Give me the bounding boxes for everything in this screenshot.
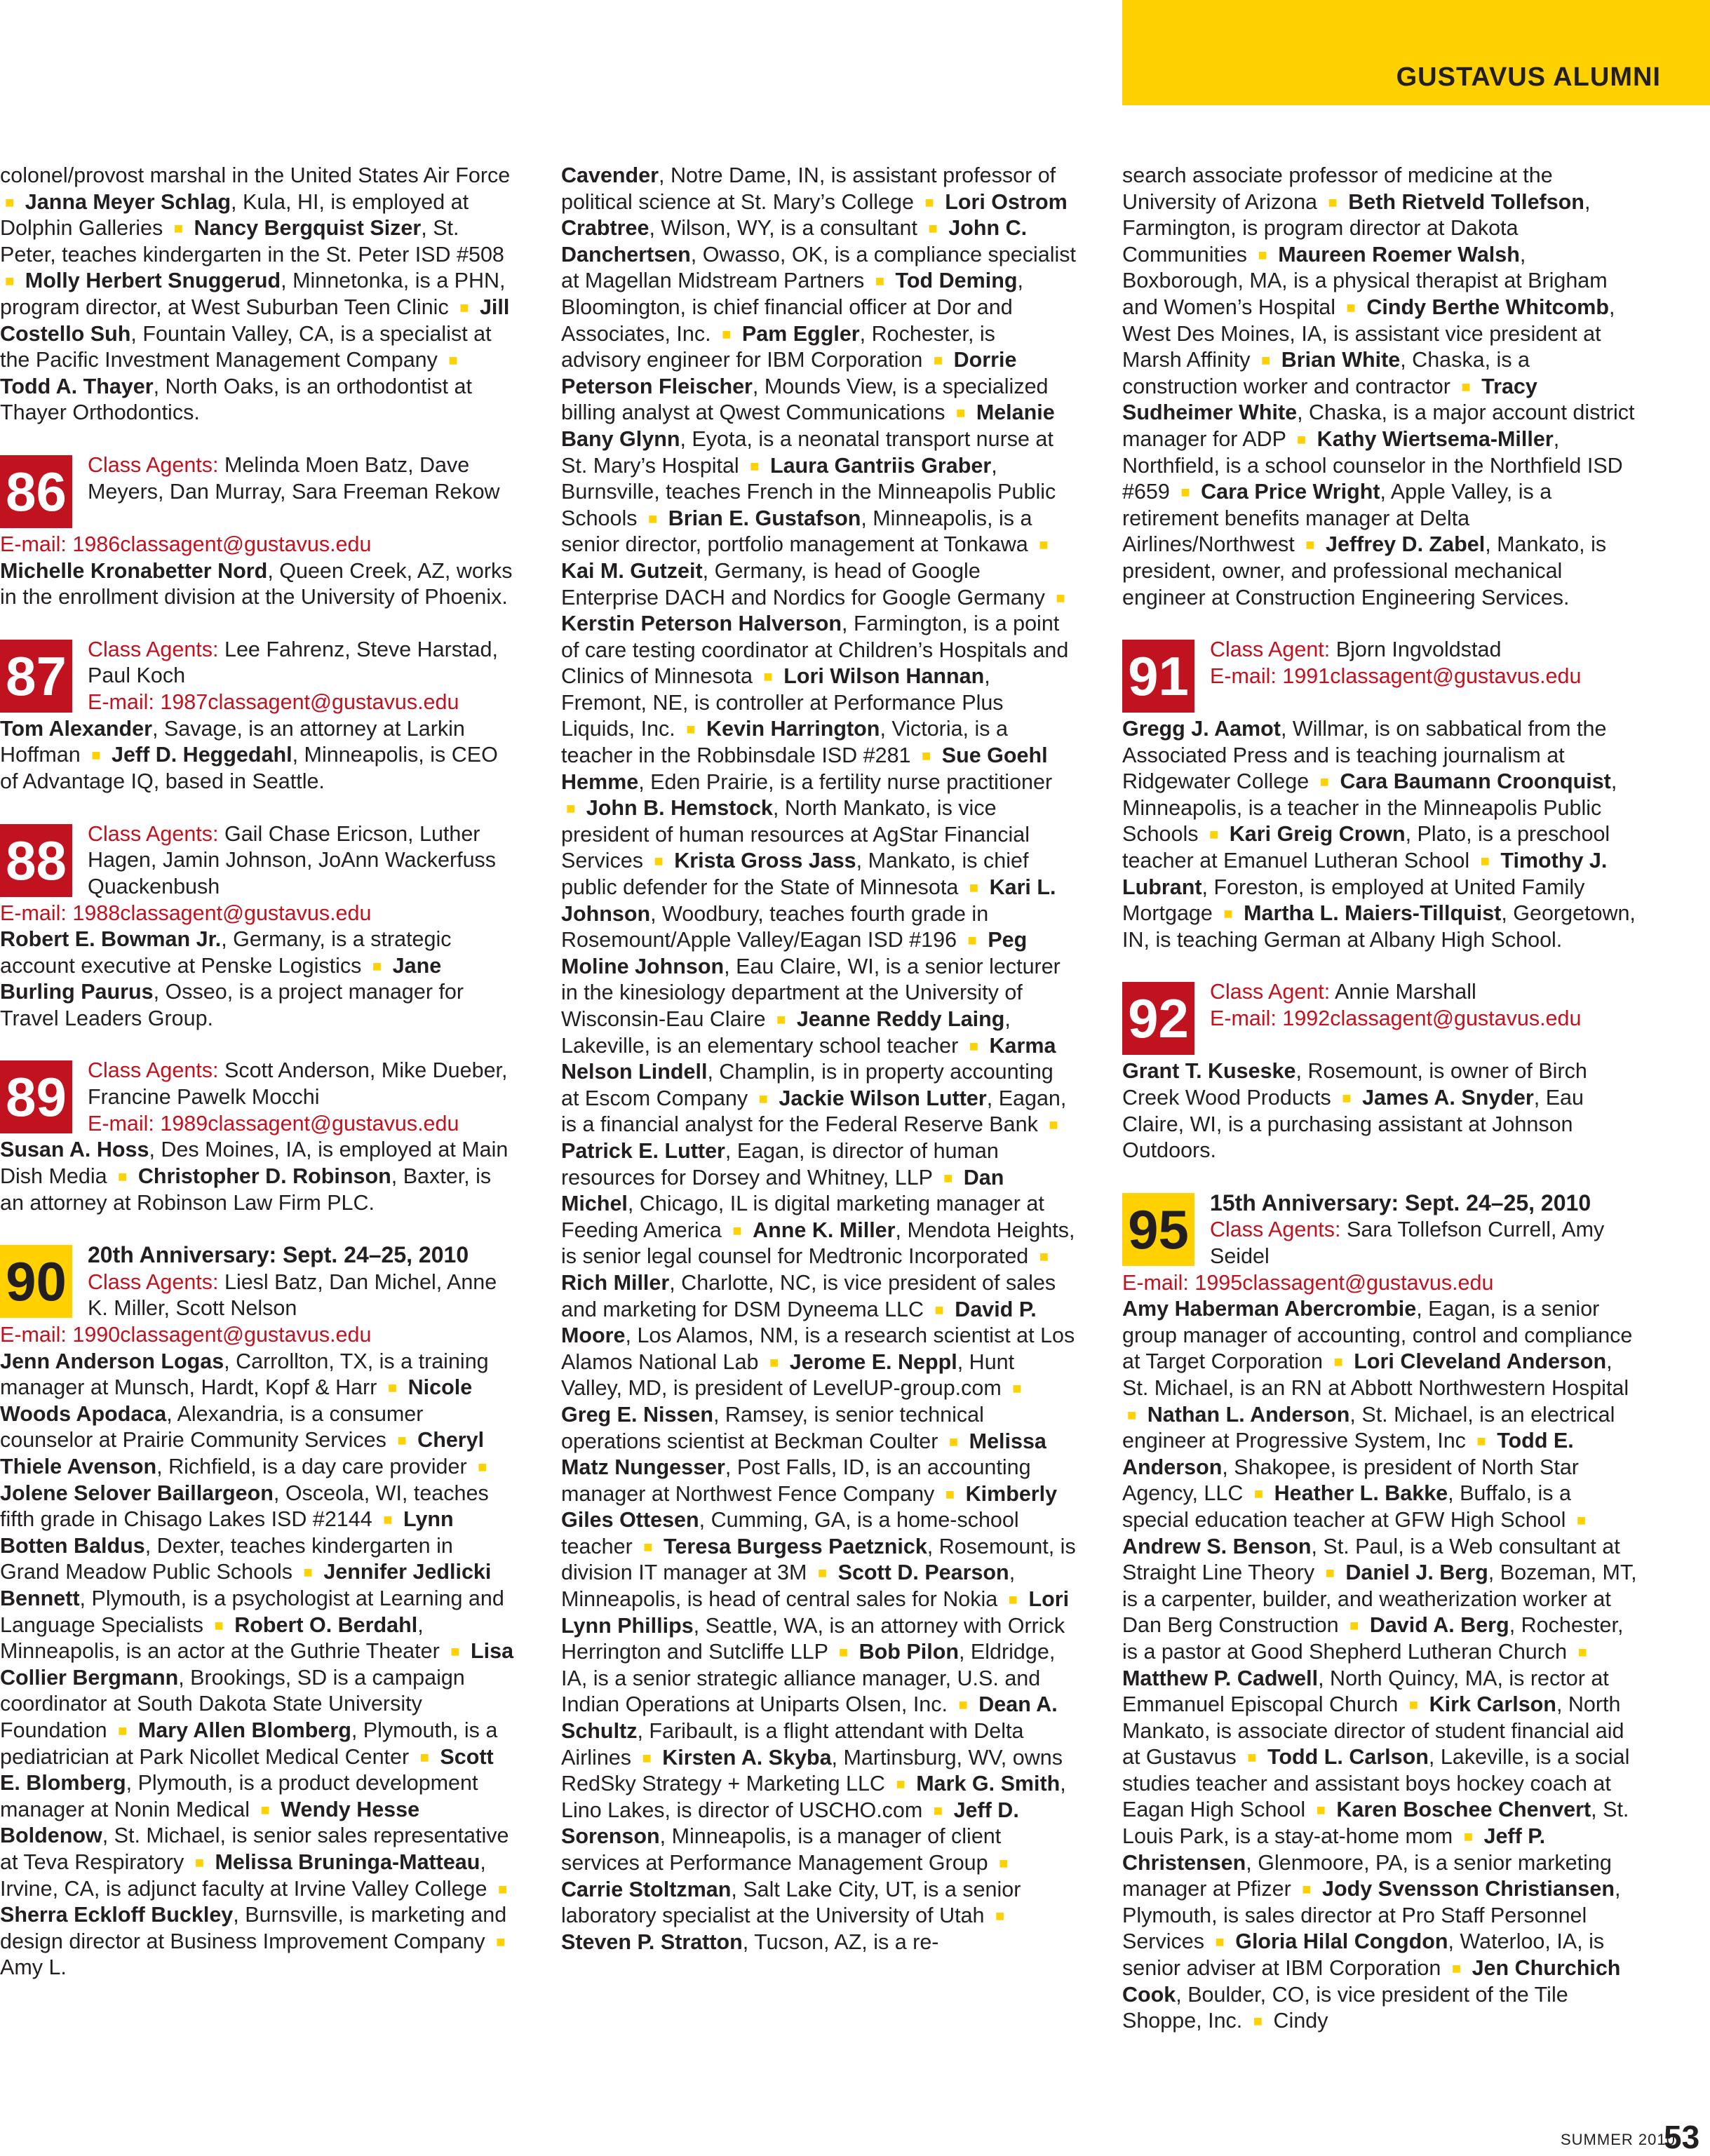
class-year-badge: 86 [0,455,72,528]
agents-label: Class Agents: [88,637,219,661]
header-bar [1122,0,1710,105]
class-notes: Michelle Kronabetter Nord, Queen Creek, AZ, works in the enrollment division at the University of Phoenix. [0,558,513,609]
class-1989-block [0,1058,516,1216]
agents-label: Class Agents: [88,1058,219,1083]
issue-label: SUMMER 2010 [1561,2131,1676,2148]
class-1986-block [0,452,516,611]
agents-names: Gail Chase Ericson, Luther Hagen, Jamin Johnson, JoAnn Wackerfuss Quackenbush [88,821,497,898]
class-agents [1210,979,1638,1032]
class-email: E-mail: 1991classagent@gustavus.edu [1210,663,1582,688]
agents-label: Class Agents: [88,452,219,477]
class-year-badge: 95 [1122,1193,1194,1266]
class-email: E-mail: 1986classagent@gustavus.edu [0,532,372,556]
agents-names: Sara Tollefson Currell, Amy Seidel [1210,1218,1605,1268]
class-notes: Gregg J. Aamot, Willmar, is on sabbatical from the Associated Press and is teaching journalism at Ridgewater College ■ Cara Baumann Croonquist, Minneapolis, is a teacher in the Minneapolis Public Schools ■ Kari Greig Crown, Plato, is a preschool teacher at Emanuel Lutheran School ■ Timothy J. Lubrant, Foreston, is employed at United Family Mortgage ■ Martha L. Maiers-Tillquist, Georgetown, IN, is teaching German at Albany High School. [1122,717,1636,952]
class-notes: Tom Alexander, Savage, is an attorney at Larkin Hoffman ■ Jeff D. Heggedahl, Minneapolis, is CEO of Advantage IQ, based in Seattle. [0,716,498,793]
class-email: E-mail: 1989classagent@gustavus.edu [88,1111,459,1136]
agents-names: Lee Fahrenz, Steve Harstad, Paul Koch [88,637,498,688]
class-notes: Grant T. Kuseske, Rosemount, is owner of Birch Creek Wood Products ■ James A. Snyder, Eau Claire, WI, is a purchasing assistant at Johnson Outdoors. [1122,1059,1587,1163]
class-email: E-mail: 1995classagent@gustavus.edu [1122,1270,1494,1295]
class-agents [88,452,516,505]
class-notes: Jenn Anderson Logas, Carrollton, TX, is a training manager at Munsch, Hardt, Kopf & Harr ■ Nicole Woods Apodaca, Alexandria, is a consumer counselor at Prairie Community Services ■ Cheryl Thiele Avenson, Richfield, is a day care provider ■ Jolene Selover Baillargeon, Osceola, WI, teaches fifth grade in Chisago Lakes ISD #2144 ■ Lynn Botten Baldus, Dexter, teaches kindergarten in Grand Meadow Public Schools ■ Jennifer Jedlicki Bennett, Plymouth, is a psychologist at Learning and Language Specialists ■ Robert O. Berdahl, Minneapolis, is an actor at the Guthrie Theater ■ Lisa Collier Bergmann, Brookings, SD is a campaign coordinator at South Dakota State University Foundation ■ Mary Allen Blomberg, Plymouth, is a pediatrician at Park Nicollet Medical Center ■ Scott E. Blomberg, Plymouth, is a product development manager at Nonin Medical ■ Wendy Hesse Boldenow, St. Michael, is senior sales representative at Teva Respiratory ■ Melissa Bruninga-Matteau, Irvine, CA, is adjunct faculty at Irvine Valley College ■ Sherra Eckloff Buckley, Burnsville, is marketing and design director at Business Improvement Company ■ Amy L. [0,1349,514,1980]
class-agents [88,1242,516,1322]
class-email: E-mail: 1987classagent@gustavus.edu [88,689,459,714]
class-notes: Amy Haberman Abercrombie, Eagan, is a senior group manager of accounting, control and compliance at Target Corporation ■ Lori Cleveland Anderson, St. Michael, is an RN at Abbott Northwestern Hospital ■ Nathan L. Anderson, St. Michael, is an electrical engineer at Progressive System, Inc ■ Todd E. Anderson, Shakopee, is president of North Star Agency, LLC ■ Heather L. Bakke, Buffalo, is a special education teacher at GFW High School ■ Andrew S. Benson, St. Paul, is a Web consultant at Straight Line Theory ■ Daniel J. Berg, Bozeman, MT, is a carpenter, builder, and weatherization worker at Dan Berg Construction ■ David A. Berg, Rochester, is a pastor at Good Shepherd Lutheran Church ■ Matthew P. Cadwell, North Quincy, MA, is rector at Emmanuel Episcopal Church ■ Kirk Carlson, North Mankato, is associate director of student financial aid at Gustavus ■ Todd L. Carlson, Lakeville, is a social studies teacher and assistant boys hockey coach at Eagan High School ■ Karen Boschee Chenvert, St. Louis Park, is a stay-at-home mom ■ Jeff P. Christensen, Glenmoore, PA, is a senior marketing manager at Pfizer ■ Jody Svensson Christiansen, Plymouth, is sales director at Pro Staff Personnel Services ■ Gloria Hilal Congdon, Waterloo, IA, is senior adviser at IBM Corporation ■ Jen Churchich Cook, Boulder, CO, is vice president of the Tile Shoppe, Inc. ■ Cindy [1122,1297,1637,2033]
class-1995-block [1122,1190,1638,2035]
class-1991-header [1122,637,1638,716]
agents-label: Class Agent: [1210,980,1331,1004]
class-1987-block [0,637,516,795]
page-number: 53 [1664,2119,1700,2155]
column-1 [0,163,516,1981]
agents-label: Class Agents: [1210,1218,1341,1242]
agents-names: Bjorn Ingvoldstad [1335,638,1502,662]
class-agents [88,637,516,716]
class-1990-header [0,1242,516,1322]
agents-names: Scott Anderson, Mike Dueber, Francine Pawelk Mocchi [88,1058,508,1110]
class-1992-header [1122,979,1638,1058]
intro-paragraph: colonel/provost marshal in the United States Air Force ■ Janna Meyer Schlag, Kula, HI, is employed at Dolphin Galleries ■ Nancy Bergquist Sizer, St. Peter, teaches kindergarten in the St. Peter ISD #508 ■ Molly Herbert Snuggerud, Minnetonka, is a PHN, program director, at West Suburban Teen Clinic ■ Jill Costello Suh, Fountain Valley, CA, is a specialist at the Pacific Investment Management Company ■ Todd A. Thayer, North Oaks, is an orthodontist at Thayer Orthodontics. [0,163,511,425]
class-year-badge: 90 [0,1245,72,1318]
column-2 [561,163,1077,1955]
agents-label: Class Agent: [1210,638,1331,662]
column-3 [1122,163,1638,2035]
agents-names: Melinda Moen Batz, Dave Meyers, Dan Murray, Sara Freeman Rekow [88,452,500,504]
class-agents [88,1058,516,1137]
class-email: E-mail: 1992classagent@gustavus.edu [1210,1006,1582,1031]
section-title: GUSTAVUS ALUMNI [1396,62,1661,92]
anniversary-heading: 15th Anniversary: Sept. 24–25, 2010 [1210,1190,1591,1215]
agents-names: Liesl Batz, Dan Michel, Anne K. Miller, Scott Nelson [88,1269,497,1321]
class-1988-block [0,821,516,1032]
class-year-badge: 88 [0,824,72,897]
class-notes: Susan A. Hoss, Des Moines, IA, is employed at Main Dish Media ■ Christopher D. Robinson, Baxter, is an attorney at Robinson Law Firm PLC. [0,1138,509,1215]
class-1992-block [1122,979,1638,1164]
class-1995-header [1122,1190,1638,1270]
class-1990-block [0,1242,516,1981]
agents-label: Class Agents: [88,821,219,846]
agents-names: Annie Marshall [1335,980,1476,1004]
class-year-badge: 87 [0,640,72,713]
continued-notes: Cavender, Notre Dame, IN, is assistant professor of political science at St. Mary’s College ■ Lori Ostrom Crabtree, Wilson, WY, is a consultant ■ John C. Danchertsen, Owasso, OK, is a compliance specialist at Magellan Midstream Partners ■ Tod Deming, Bloomington, is chief financial officer at Dor and Associates, Inc. ■ Pam Eggler, Rochester, is advisory engineer for IBM Corporation ■ Dorrie Peterson Fleischer, Mounds View, is a specialized billing analyst at Qwest Communications ■ Melanie Bany Glynn, Eyota, is a neonatal transport nurse at St. Mary’s Hospital ■ Laura Gantriis Graber, Burnsville, teaches French in the Minneapolis Public Schools ■ Brian E. Gustafson, Minneapolis, is a senior director, portfolio management at Tonkawa ■ Kai M. Gutzeit, Germany, is head of Google Enterprise DACH and Nordics for Google Germany ■ Kerstin Peterson Halverson, Farmington, is a point of care testing coordinator at Children’s Hospitals and Clinics of Minnesota ■ Lori Wilson Hannan, Fremont, NE, is controller at Performance Plus Liquids, Inc. ■ Kevin Harrington, Victoria, is a teacher in the Robbinsdale ISD #281 ■ Sue Goehl Hemme, Eden Prairie, is a fertility nurse practitioner ■ John B. Hemstock, North Mankato, is vice president of human resources at AgStar Financial Services ■ Krista Gross Jass, Mankato, is chief public defender for the State of Minnesota ■ Kari L. Johnson, Woodbury, teaches fourth grade in Rosemount/Apple Valley/Eagan ISD #196 ■ Peg Moline Johnson, Eau Claire, WI, is a senior lecturer in the kinesiology department at the University of Wisconsin-Eau Claire ■ Jeanne Reddy Laing, Lakeville, is an elementary school teacher ■ Karma Nelson Lindell, Champlin, is in property accounting at Escom Company ■ Jackie Wilson Lutter, Eagan, is a financial analyst for the Federal Reserve Bank ■ Patrick E. Lutter, Eagan, is director of human resources for Dorsey and Whitney, LLP ■ Dan Michel, Chicago, IL is digital marketing manager at Feeding America ■ Anne K. Miller, Mendota Heights, is senior legal counsel for Medtronic Incorporated ■ Rich Miller, Charlotte, NC, is vice president of sales and marketing for DSM Dyneema LLC ■ David P. Moore, Los Alamos, NM, is a research scientist at Los Alamos National Lab ■ Jerome E. Neppl, Hunt Valley, MD, is president of LevelUP-group.com ■ Greg E. Nissen, Ramsey, is senior technical operations scientist at Beckman Coulter ■ Melissa Matz Nungesser, Post Falls, ID, is an accounting manager at Northwest Fence Company ■ Kimberly Giles Ottesen, Cumming, GA, is a home-school teacher ■ Teresa Burgess Paetznick, Rosemount, is division IT manager at 3M ■ Scott D. Pearson, Minneapolis, is head of central sales for Nokia ■ Lori Lynn Phillips, Seattle, WA, is an attorney with Orrick Herrington and Sutcliffe LLP ■ Bob Pilon, Eldridge, IA, is a senior strategic alliance manager, U.S. and Indian Operations at Uniparts Olsen, Inc. ■ Dean A. Schultz, Faribault, is a flight attendant with Delta Airlines ■ Kirsten A. Skyba, Martinsburg, WV, owns RedSky Strategy + Marketing LLC ■ Mark G. Smith, Lino Lakes, is director of USCHO.com ■ Jeff D. Sorenson, Minneapolis, is a manager of client services at Performance Management Group ■ Carrie Stoltzman, Salt Lake City, UT, is a senior laboratory specialist at the University of Utah ■ Steven P. Stratton, Tucson, AZ, is a re- [561,163,1076,1954]
class-year-badge: 91 [1122,640,1194,713]
class-year-badge: 89 [0,1060,72,1133]
agents-label: Class Agents: [88,1269,219,1294]
class-1986-header [0,452,516,532]
class-1991-block [1122,637,1638,953]
class-1989-header [0,1058,516,1137]
class-year-badge: 92 [1122,982,1194,1055]
class-agents [1210,1190,1638,1270]
class-agents [1210,637,1638,689]
anniversary-heading: 20th Anniversary: Sept. 24–25, 2010 [88,1242,469,1268]
class-1987-header [0,637,516,716]
class-1988-header [0,821,516,901]
class-email: E-mail: 1990classagent@gustavus.edu [0,1323,372,1347]
class-agents [88,821,516,901]
class-notes: Robert E. Bowman Jr., Germany, is a strategic account executive at Penske Logistics ■ Jane Burling Paurus, Osseo, is a project manager for Travel Leaders Group. [0,927,464,1030]
class-email: E-mail: 1988classagent@gustavus.edu [0,901,372,925]
intro-paragraph: search associate professor of medicine at the University of Arizona ■ Beth Rietveld Tollefson, Farmington, is program director at Dakota Communities ■ Maureen Roemer Walsh, Boxborough, MA, is a physical therapist at Brigham and Women’s Hospital ■ Cindy Berthe Whitcomb, West Des Moines, IA, is assistant vice president at Marsh Affinity ■ Brian White, Chaska, is a construction worker and contractor ■ Tracy Sudheimer White, Chaska, is a major account district manager for ADP ■ Kathy Wiertsema-Miller, Northfield, is a school counselor in the Northfield ISD #659 ■ Cara Price Wright, Apple Valley, is a retirement benefits manager at Delta Airlines/Northwest ■ Jeffrey D. Zabel, Mankato, is president, owner, and professional mechanical engineer at Construction Engineering Services. [1122,163,1635,609]
